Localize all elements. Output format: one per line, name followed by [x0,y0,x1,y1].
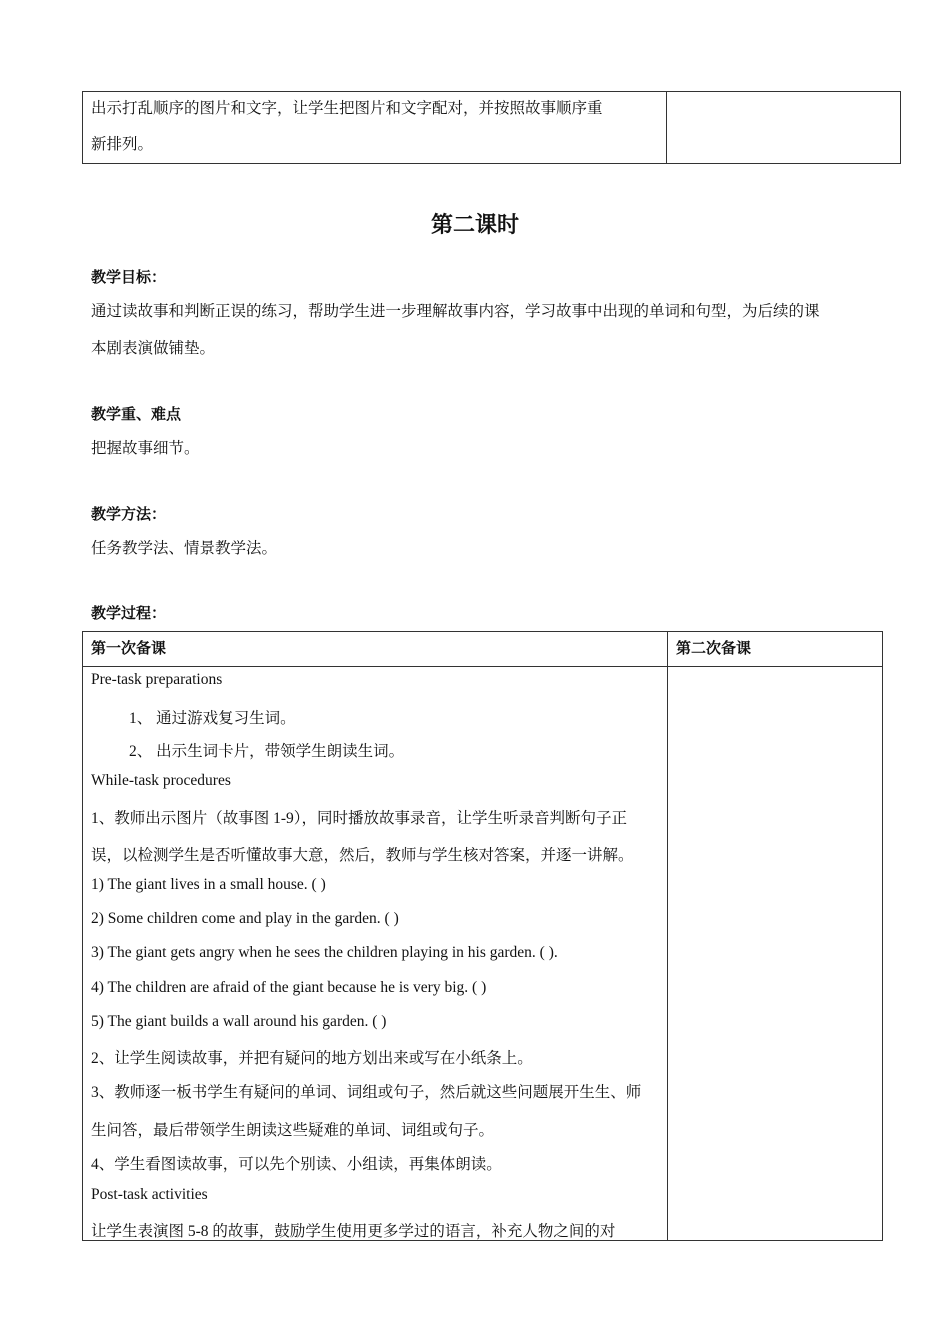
process-line-statement-5: 5) The giant builds a wall around his garden. ( ) [91,1013,387,1030]
first-preparation-header-cell [83,632,668,667]
objectives-text-line-2: 本剧表演做铺垫。 [91,340,216,357]
process-line-pre-task-heading: Pre-task preparations [91,671,223,688]
process-line-statement-2: 2) Some children come and play in the garden. ( ) [91,910,399,927]
process-line-while-task-step-3b: 生问答，最后带领学生朗读这些疑难的单词、词组或句子。 [91,1122,495,1139]
process-heading: 教学过程： [91,604,167,622]
objectives-text-line-1: 通过读故事和判断正误的练习，帮助学生进一步理解故事内容，学习故事中出现的单词和句型，为后续的课 [91,303,820,320]
process-line-post-task-step: 让学生表演图 5-8 的故事，鼓励学生使用更多学过的语言，补充人物之间的对 [91,1223,616,1240]
objectives-heading: 教学目标： [91,268,167,286]
process-line-post-task-heading: Post-task activities [91,1186,208,1203]
process-line-pre-task-step-2: 2、 出示生词卡片，带领学生朗读生词。 [129,743,405,760]
process-line-while-task-heading: While-task procedures [91,772,231,789]
focus-text: 把握故事细节。 [91,440,200,457]
previous-lesson-text-line-2: 新排列。 [91,136,154,153]
methods-heading: 教学方法： [91,505,167,523]
previous-lesson-notes-cell [667,92,901,164]
process-line-statement-1: 1) The giant lives in a small house. ( ) [91,876,326,893]
first-preparation-header: 第一次备课 [91,639,167,657]
second-preparation-body-cell [668,667,883,1241]
methods-text: 任务教学法、情景教学法。 [91,540,278,557]
second-preparation-header: 第二次备课 [676,639,752,657]
process-line-statement-4: 4) The children are afraid of the giant because he is very big. ( ) [91,979,487,996]
process-line-statement-3: 3) The giant gets angry when he sees the children playing in his garden. ( ). [91,944,558,961]
process-line-while-task-step-1a: 1、教师出示图片（故事图 1-9），同时播放故事录音，让学生听录音判断句子正 [91,810,628,827]
process-line-while-task-step-3a: 3、教师逐一板书学生有疑问的单词、词组或句子，然后就这些问题展开生生、师 [91,1084,642,1101]
process-line-pre-task-step-1: 1、 通过游戏复习生词。 [129,710,296,727]
process-line-while-task-step-2: 2、让学生阅读故事，并把有疑问的地方划出来或写在小纸条上。 [91,1050,533,1067]
process-line-while-task-step-1b: 误，以检测学生是否听懂故事大意，然后，教师与学生核对答案，并逐一讲解。 [91,847,634,864]
previous-lesson-text-line-1: 出示打乱顺序的图片和文字，让学生把图片和文字配对，并按照故事顺序重 [91,100,603,117]
focus-heading: 教学重、难点 [91,405,182,423]
process-line-while-task-step-4: 4、学生看图读故事，可以先个别读、小组读，再集体朗读。 [91,1156,502,1173]
lesson-title: 第二课时 [430,213,519,238]
